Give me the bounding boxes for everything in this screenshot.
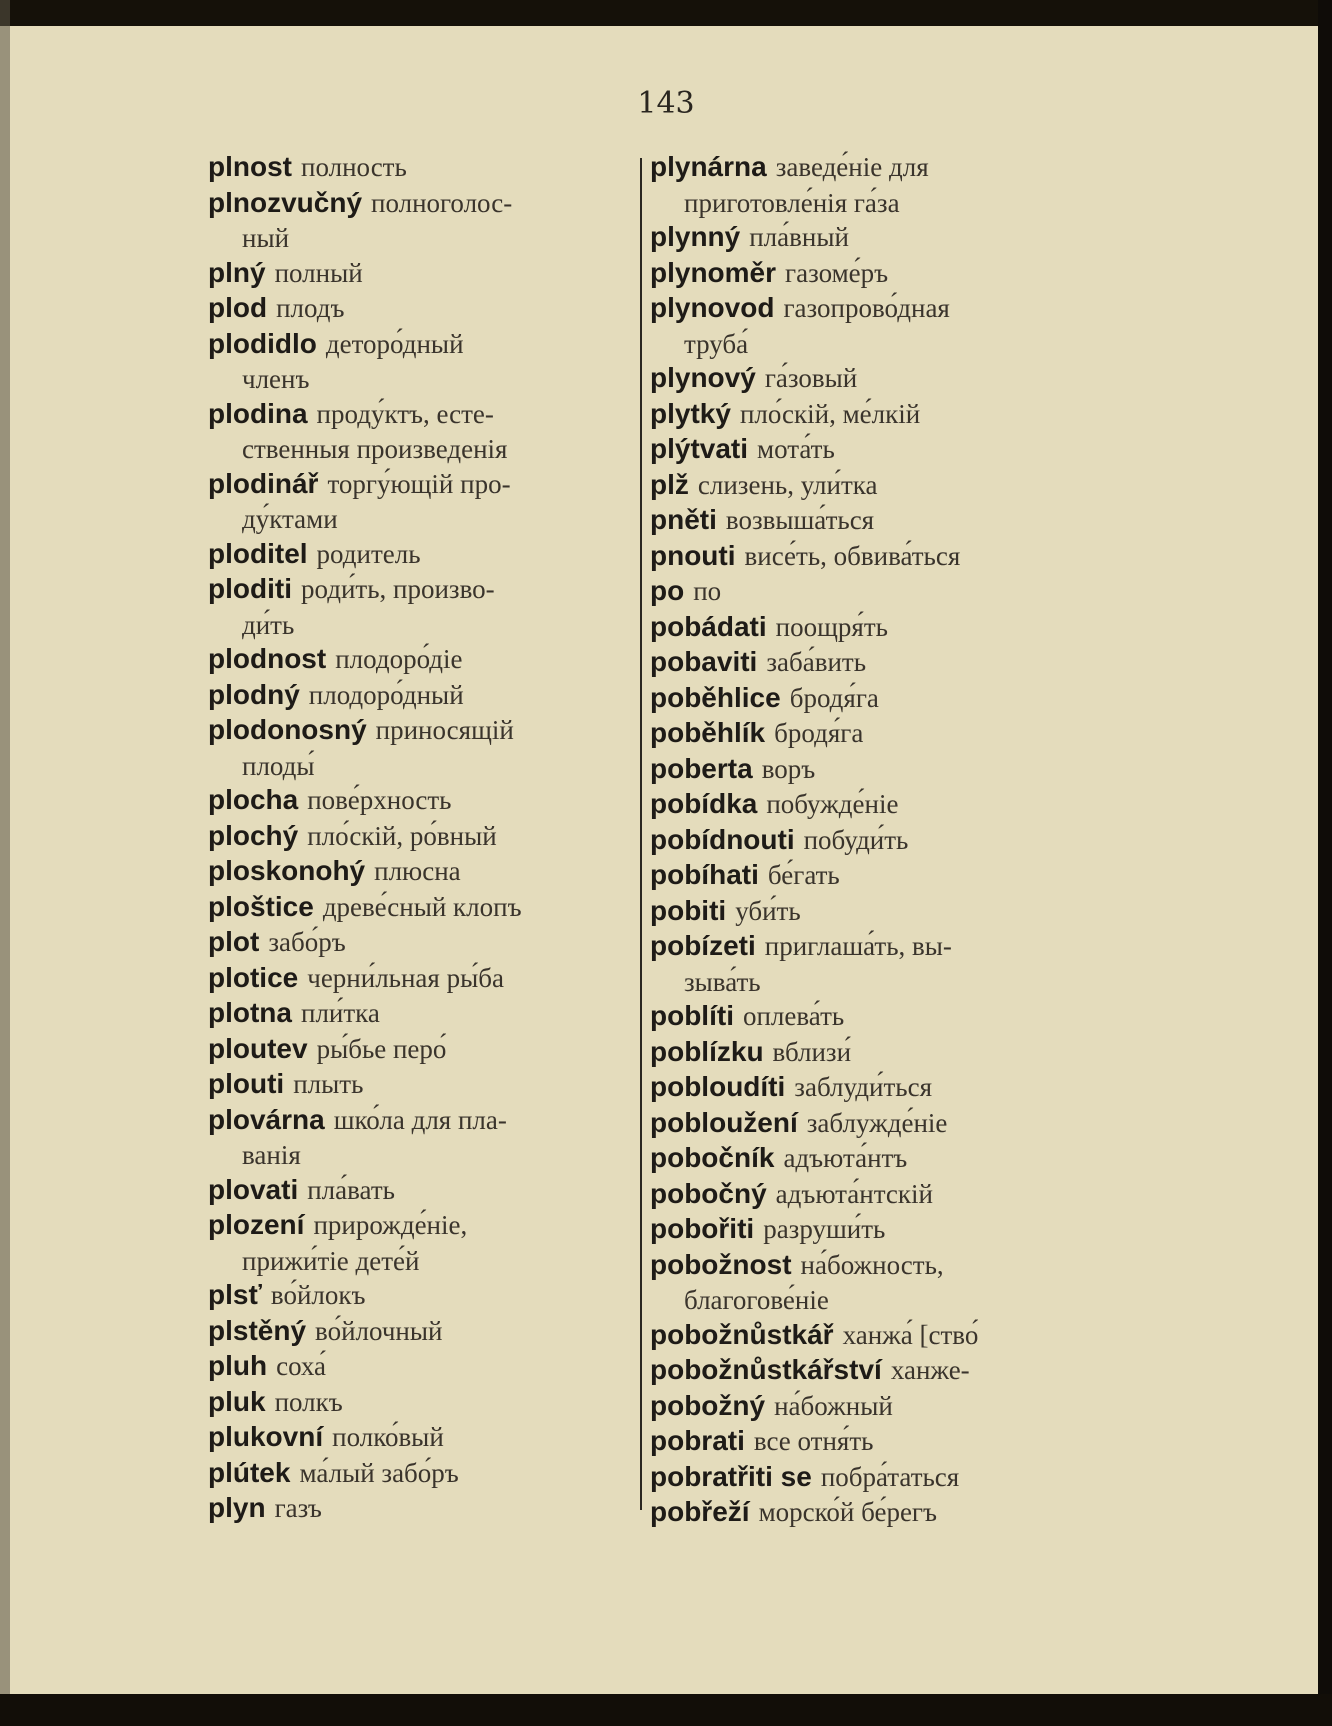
entry-headword: ploskonohý: [208, 855, 366, 886]
dictionary-entry: [208, 256, 628, 292]
dictionary-entry: [650, 1035, 1070, 1071]
entry-headword: plútek: [208, 1456, 291, 1488]
entry-headword: plovárna: [208, 1103, 325, 1135]
entry-headword: pobídnouti: [650, 823, 795, 855]
entry-headword: plsť: [208, 1279, 262, 1310]
entry-translation: плыть: [293, 1069, 364, 1099]
dictionary-entry: [650, 1460, 1070, 1496]
entry-translation: на́божный: [774, 1390, 893, 1421]
entry-translation: полко́вый: [332, 1422, 444, 1452]
dictionary-entry: [650, 397, 1070, 433]
entry-translation: пло́скій, ме́лкій: [739, 398, 921, 429]
entry-headword: plocha: [208, 784, 299, 815]
entry-translation: адъюта́нтскій: [775, 1178, 933, 1209]
dictionary-entry: [208, 996, 628, 1032]
dictionary-entry: [208, 1032, 628, 1068]
left-column: [208, 150, 628, 1527]
dictionary-entry: [208, 1103, 628, 1173]
page-number: 143: [637, 86, 695, 121]
entry-headword: pobřeží: [650, 1496, 750, 1527]
entry-headword: pobožnůstkář: [650, 1318, 834, 1350]
entry-translation: пло́скій, ро́вный: [307, 820, 497, 851]
dictionary-entry: [650, 1177, 1070, 1213]
entry-headword: plýtvati: [650, 433, 749, 464]
right-column: [650, 150, 1070, 1531]
entry-headword: poberta: [650, 752, 753, 784]
entry-translation: разруши́ть: [763, 1214, 886, 1244]
entry-headword: pobratřiti se: [650, 1460, 812, 1492]
dictionary-entry: [650, 1070, 1070, 1106]
entry-translation: вблизи́: [772, 1036, 852, 1067]
entry-headword: plynoměr: [650, 256, 777, 288]
dictionary-entry: [650, 220, 1070, 256]
scan-top-edge: [0, 0, 1332, 26]
entry-headword: pobádati: [650, 610, 767, 642]
dictionary-entry: [650, 1141, 1070, 1177]
dictionary-entry: [650, 291, 1070, 361]
dictionary-entry: [208, 1491, 628, 1527]
dictionary-entry: [650, 645, 1070, 681]
entry-headword: plstěný: [208, 1314, 307, 1346]
dictionary-entry: [650, 539, 1070, 575]
dictionary-entry: [650, 150, 1070, 220]
entry-translation: воръ: [761, 753, 816, 784]
entry-headword: plodný: [208, 678, 300, 710]
entry-translation: морско́й бе́регъ: [758, 1497, 937, 1527]
entry-headword: pnouti: [650, 539, 736, 571]
entry-translation: адъюта́нтъ: [783, 1143, 908, 1173]
scan-bottom-edge: [0, 1694, 1332, 1726]
entry-headword: pněti: [650, 504, 717, 535]
entry-translation: бродя́га: [789, 682, 879, 713]
entry-translation: торгу́ющій про-: [327, 468, 511, 499]
dictionary-entry: [650, 929, 1070, 999]
entry-translation: ры́бье перо́: [316, 1033, 447, 1064]
entry-headword: pobrati: [650, 1425, 745, 1456]
entry-headword: plynový: [650, 362, 756, 393]
dictionary-entry: [650, 610, 1070, 646]
entry-headword: plodnost: [208, 643, 327, 674]
entry-headword: poběhlík: [650, 717, 766, 748]
entry-translation: все отня́ть: [753, 1426, 874, 1456]
dictionary-entry: [208, 572, 628, 642]
entry-headword: poblíti: [650, 1000, 734, 1031]
entry-translation: газоме́ръ: [785, 257, 889, 288]
entry-headword: pluk: [208, 1385, 266, 1417]
entry-translation: газъ: [274, 1493, 322, 1523]
dictionary-entry: [650, 823, 1070, 859]
entry-continuation: труба́: [684, 328, 749, 359]
dictionary-entry: [650, 1106, 1070, 1142]
entry-headword: poblízku: [650, 1035, 764, 1067]
entry-headword: pobiti: [650, 894, 727, 926]
entry-translation: на́божность,: [800, 1249, 944, 1280]
entry-continuation: приготовле́нія га́за: [684, 187, 900, 218]
scan-right-edge: [1318, 0, 1332, 1726]
dictionary-entry: [208, 327, 628, 397]
entry-headword: pobíhati: [650, 859, 759, 890]
entry-translation: возвыша́ться: [725, 505, 875, 535]
entry-continuation: ственныя произведенія: [242, 434, 508, 464]
dictionary-entry: [208, 819, 628, 855]
entry-headword: plynárna: [650, 151, 767, 182]
dictionary-entry: [208, 783, 628, 819]
dictionary-entry: [650, 681, 1070, 717]
entry-headword: plovati: [208, 1173, 299, 1205]
entry-continuation: благогове́ніе: [684, 1285, 829, 1315]
dictionary-entry: [650, 432, 1070, 468]
entry-translation: прирожде́ніе,: [313, 1210, 468, 1240]
dictionary-entry: [208, 1278, 628, 1314]
entry-translation: родитель: [316, 538, 421, 569]
entry-continuation: зыва́ть: [684, 966, 761, 997]
dictionary-entry: [650, 503, 1070, 539]
dictionary-entry: [650, 1353, 1070, 1389]
entry-headword: plotna: [208, 997, 292, 1028]
entry-translation: шко́ла для пла-: [333, 1104, 507, 1135]
dictionary-entry: [208, 1314, 628, 1350]
entry-translation: плодоро́діе: [335, 644, 463, 674]
entry-translation: побра́таться: [820, 1461, 960, 1492]
dictionary-entry: [650, 894, 1070, 930]
dictionary-entry: [208, 1456, 628, 1492]
entry-headword: plození: [208, 1209, 305, 1240]
entry-translation: полноголос-: [371, 187, 513, 218]
entry-translation: заблужде́ніе: [806, 1107, 948, 1138]
entry-headword: pobořiti: [650, 1213, 755, 1244]
entry-headword: pobloudíti: [650, 1071, 786, 1102]
dictionary-entry: [208, 890, 628, 926]
entry-headword: plž: [650, 468, 689, 500]
entry-continuation: ди́ть: [242, 609, 295, 640]
entry-translation: пли́тка: [301, 998, 380, 1028]
entry-translation: во́йлочный: [315, 1315, 443, 1346]
dictionary-entry: [208, 854, 628, 890]
entry-headword: plouti: [208, 1068, 285, 1099]
entry-translation: побуди́ть: [803, 824, 909, 855]
dictionary-entry: [208, 925, 628, 961]
entry-headword: ploditi: [208, 573, 292, 604]
entry-continuation: прижи́тіе дете́й: [242, 1245, 420, 1276]
entry-translation: древе́сный клопъ: [322, 891, 522, 922]
dictionary-entry: [208, 1420, 628, 1456]
scan-left-edge: [0, 0, 10, 1726]
entry-headword: plotice: [208, 961, 299, 993]
entry-headword: po: [650, 575, 685, 606]
dictionary-entry: [208, 537, 628, 573]
entry-headword: pobaviti: [650, 646, 758, 677]
entry-translation: полкъ: [274, 1386, 343, 1417]
dictionary-entry: [208, 467, 628, 537]
dictionary-entry: [208, 397, 628, 467]
dictionary-entry: [650, 716, 1070, 752]
entry-translation: ма́лый забо́ръ: [299, 1457, 459, 1488]
dictionary-entry: [650, 574, 1070, 610]
dictionary-entry: [208, 713, 628, 783]
entry-translation: деторо́дный: [325, 328, 464, 359]
entry-translation: плодъ: [276, 293, 345, 323]
dictionary-entry: [650, 999, 1070, 1035]
entry-headword: plod: [208, 292, 268, 323]
entry-translation: побужде́ніе: [766, 789, 899, 819]
entry-headword: ploutev: [208, 1032, 308, 1064]
entry-translation: мота́ть: [757, 434, 835, 464]
entry-headword: ploštice: [208, 890, 314, 922]
entry-translation: плодоро́дный: [308, 679, 464, 710]
dictionary-entry: [650, 256, 1070, 292]
entry-translation: забо́ръ: [268, 927, 346, 957]
entry-headword: plnozvučný: [208, 186, 363, 218]
entry-headword: plytký: [650, 397, 731, 429]
dictionary-entry: [208, 1067, 628, 1103]
dictionary-entry: [650, 361, 1070, 397]
entry-continuation: ный: [242, 223, 290, 253]
column-divider: [640, 158, 642, 1510]
dictionary-entry: [650, 1389, 1070, 1425]
entry-headword: plnost: [208, 151, 292, 182]
entry-translation: соха́: [276, 1351, 327, 1381]
dictionary-entry: [208, 186, 628, 256]
entry-translation: слизень, ули́тка: [697, 469, 878, 500]
entry-headword: plodonosný: [208, 714, 367, 745]
entry-translation: уби́ть: [735, 895, 801, 926]
entry-translation: полный: [274, 257, 363, 288]
entry-translation: роди́ть, произво-: [300, 574, 495, 604]
entry-translation: приглаша́ть, вы-: [764, 931, 952, 961]
entry-headword: pobožný: [650, 1389, 766, 1421]
entry-headword: ploditel: [208, 537, 308, 569]
entry-translation: висе́ть, обвива́ться: [744, 540, 961, 571]
entry-headword: poběhlice: [650, 681, 781, 713]
entry-translation: проду́ктъ, есте-: [316, 398, 494, 429]
entry-headword: plodinář: [208, 467, 319, 499]
dictionary-entry: [208, 1173, 628, 1209]
entry-headword: plodina: [208, 397, 308, 429]
entry-translation: во́йлокъ: [270, 1280, 366, 1310]
entry-translation: заблуди́ться: [794, 1072, 932, 1102]
entry-headword: plot: [208, 926, 260, 957]
entry-translation: бе́гать: [767, 860, 840, 890]
entry-translation: плюсна: [374, 856, 461, 886]
entry-translation: пла́вать: [307, 1174, 395, 1205]
dictionary-entry: [650, 787, 1070, 823]
dictionary-entry: [208, 291, 628, 327]
entry-translation: заба́вить: [766, 647, 867, 677]
entry-headword: plynovod: [650, 292, 775, 323]
entry-headword: pobloužení: [650, 1106, 798, 1138]
entry-translation: поощря́ть: [775, 611, 888, 642]
dictionary-entry: [208, 150, 628, 186]
entry-headword: plodidlo: [208, 327, 317, 359]
entry-headword: pobožnůstkářství: [650, 1354, 882, 1385]
entry-headword: pobočný: [650, 1177, 767, 1209]
dictionary-entry: [650, 1318, 1070, 1354]
entry-translation: оплева́ть: [742, 1001, 845, 1031]
entry-translation: черни́льная ры́ба: [307, 962, 504, 993]
entry-translation: пла́вный: [749, 222, 849, 252]
entry-headword: pluh: [208, 1350, 268, 1381]
dictionary-entry: [650, 1212, 1070, 1248]
dictionary-entry: [208, 642, 628, 678]
entry-translation: ханже-: [890, 1355, 970, 1385]
dictionary-entry: [208, 961, 628, 997]
dictionary-entry: [650, 752, 1070, 788]
entry-continuation: плоды́: [242, 750, 315, 781]
entry-translation: ханжа́ [ство́: [842, 1319, 979, 1350]
entry-translation: заведе́ніе для: [775, 152, 929, 182]
entry-translation: га́зовый: [764, 363, 858, 393]
entry-translation: бродя́га: [774, 718, 864, 748]
entry-headword: pobočník: [650, 1142, 775, 1173]
entry-headword: pobídka: [650, 788, 758, 819]
dictionary-entry: [650, 858, 1070, 894]
entry-translation: пове́рхность: [307, 785, 452, 815]
entry-translation: приносящій: [375, 715, 514, 745]
entry-continuation: ванія: [242, 1140, 301, 1170]
dictionary-entry: [208, 1208, 628, 1278]
entry-translation: полность: [301, 152, 407, 182]
entry-headword: plukovní: [208, 1421, 324, 1452]
dictionary-entry: [208, 1349, 628, 1385]
dictionary-entry: [650, 1424, 1070, 1460]
entry-translation: газопрово́дная: [783, 293, 950, 323]
entry-headword: plynný: [650, 221, 741, 252]
entry-headword: pobízeti: [650, 930, 756, 961]
entry-continuation: ду́ктами: [242, 504, 338, 534]
dictionary-entry: [208, 678, 628, 714]
entry-continuation: членъ: [242, 364, 310, 394]
entry-headword: plyn: [208, 1492, 266, 1523]
entry-headword: pobožnost: [650, 1248, 792, 1280]
dictionary-entry: [208, 1385, 628, 1421]
dictionary-entry: [650, 1495, 1070, 1531]
entry-headword: plochý: [208, 819, 299, 851]
entry-translation: по: [693, 576, 722, 606]
dictionary-entry: [650, 468, 1070, 504]
entry-headword: plný: [208, 256, 266, 288]
dictionary-entry: [650, 1248, 1070, 1318]
